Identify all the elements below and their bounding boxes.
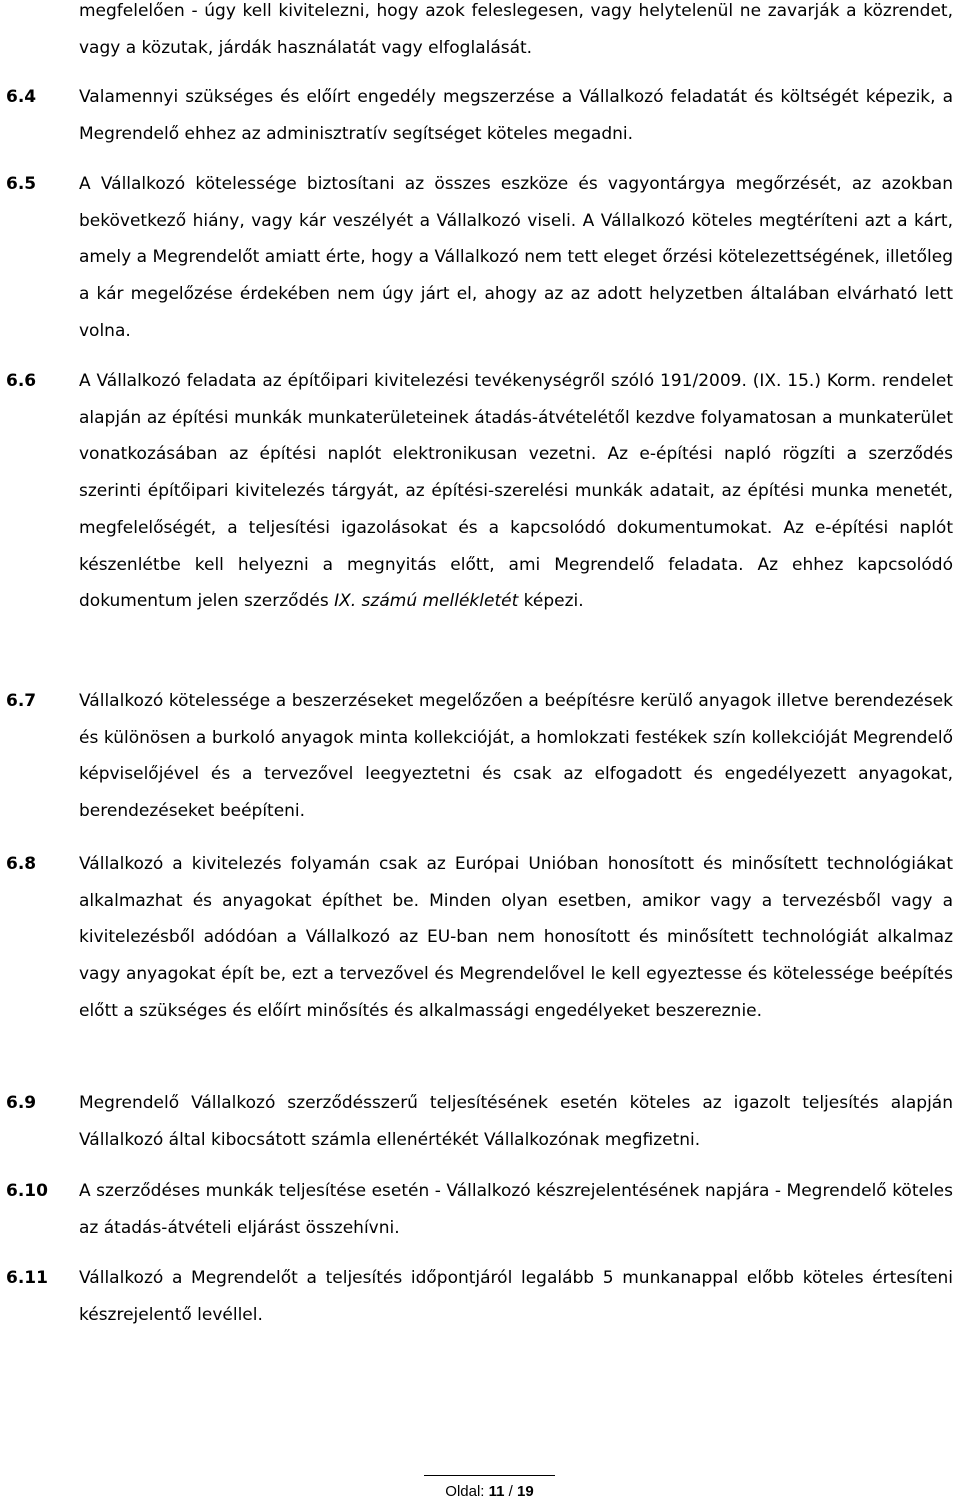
section-number-6-8: 6.8: [6, 854, 37, 874]
paragraph-6-8: Vállalkozó a kivitelezés folyamán csak az Európai Unióban honosított és minősített technológiákat alkalmazhat és anyagokat építhet be. Minden olyan esetben, amikor vagy a tervezésből vagy a kivitelezésből adódóan a Vállalkozó az EU-ban nem honosított és minősített technológiát alkalmaz vagy anyagokat épít be, ezt a tervezővel és Megrendelővel le kell egyeztesse és kötelessége beépítés előtt a szükséges és előírt minősítés és alkalmassági engedélyeket beszereznie.: [79, 854, 953, 1021]
section-number-6-6: 6.6: [6, 371, 37, 391]
paragraph-6-5: A Vállalkozó kötelessége biztosítani az összes eszköze és vagyontárgya megőrzését, az azokban bekövetkező hiány, vagy kár veszélyét a Vállalkozó viseli. A Vállalkozó köteles megtéríteni azt a kárt, amely a Megrendelőt amiatt érte, hogy a Vállalkozó nem tett eleget őrzési kötelezettségének, illetőleg a kár megelőzése érdekében nem úgy járt el, ahogy az az adott helyzetben általában elvárható lett volna.: [79, 174, 953, 341]
page-separator: /: [508, 1483, 513, 1500]
paragraph-6-6-annex-reference: IX. számú mellékletét: [334, 591, 519, 612]
section-number-6-4: 6.4: [6, 87, 37, 107]
page-total: 19: [517, 1483, 534, 1500]
paragraph-6-4: Valamennyi szükséges és előírt engedély megszerzése a Vállalkozó feladatát és költségét képezik, a Megrendelő ehhez az adminisztratív segítséget köteles megadni.: [79, 87, 953, 144]
section-number-6-10: 6.10: [6, 1181, 48, 1201]
paragraph-6-9: Megrendelő Vállalkozó szerződésszerű teljesítésének esetén köteles az igazolt teljesítés alapján Vállalkozó által kibocsátott számla ellenértékét Vállalkozónak megfizetni.: [79, 1093, 953, 1150]
section-number-6-11: 6.11: [6, 1268, 48, 1288]
paragraph-6-10: A szerződéses munkák teljesítése esetén - Vállalkozó készrejelentésének napjára - Megrendelő köteles az átadás-átvételi eljárást összehívni.: [79, 1181, 953, 1238]
page-footer: [424, 1482, 555, 1502]
paragraph-continuation: megfelelően - úgy kell kivitelezni, hogy azok feleslegesen, vagy helytelenül ne zavarják a közrendet, vagy a közutak, járdák használatát vagy elfoglalását.: [79, 1, 953, 58]
section-number-6-5: 6.5: [6, 174, 37, 194]
page-current: 11: [488, 1483, 505, 1500]
footer-divider: [424, 1475, 555, 1476]
section-number-6-9: 6.9: [6, 1093, 37, 1113]
paragraph-6-11: Vállalkozó a Megrendelőt a teljesítés időpontjáról legalább 5 munkanappal előbb köteles értesíteni készrejelentő levéllel.: [79, 1268, 953, 1325]
paragraph-6-6: [79, 363, 953, 620]
paragraph-6-7: Vállalkozó kötelessége a beszerzéseket megelőzően a beépítésre kerülő anyagok illetve berendezések és különösen a burkoló anyagok minta kollekcióját, a homlokzati festékek szín kollekcióját Megrendelő képviselőjével és a tervezővel leegyeztetni és csak az elfogadott és engedélyezett anyagokat, berendezéseket beépíteni.: [79, 691, 953, 822]
section-number-6-7: 6.7: [6, 691, 37, 711]
paragraph-6-6-text: A Vállalkozó feladata az építőipari kivitelezési tevékenységről szóló 191/2009. (IX. 15.) Korm. rendelet alapján az építési munkák munkaterületeinek átadás-átvételétől kezdve folyamatosan a munkaterület vonatkozásában az építési naplót elektronikusan vezetni. Az e-építési napló rögzíti a szerződés szerinti építőipari kivitelezés tárgyát, az építési-szerelési munkák adatait, az építési munka menetét, megfelelőségét, a teljesítési igazolásokat és a kapcsolódó dokumentumokat. Az e-építési naplót készenlétbe kell helyezni a megnyitás előtt, ami Megrendelő feladata. Az ehhez kapcsolódó dokumentum jelen szerződés: [79, 371, 953, 612]
page-label: Oldal:: [445, 1483, 485, 1500]
paragraph-6-6-text-end: képezi.: [518, 591, 584, 612]
